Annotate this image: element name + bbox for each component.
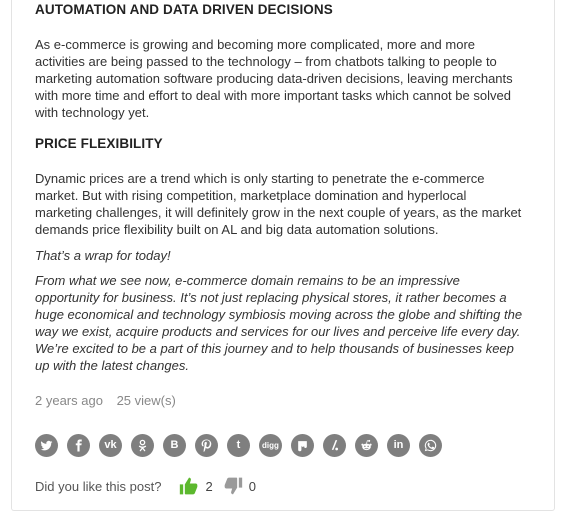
reddit-icon[interactable] [355,434,378,457]
text-line: with more time and effort to deal with more important tasks which cannot be solved [35,88,511,103]
whatsapp-icon[interactable] [419,434,442,457]
blogger-glyph: B [170,439,179,451]
text-line: marketing automation software producing data-driven decisions, leaving merchants [35,71,513,86]
text-line: up with the latest changes. [35,358,189,373]
tumblr-glyph: t [236,439,241,451]
text-line: market. But with rising competition, marketplace domination and hyperlocal [35,188,467,203]
vk-glyph: vk [104,439,117,451]
text-line: huge economical and technology symbiosis moving across the globe and shifting the [35,307,523,322]
post-meta [35,393,176,408]
like-button[interactable] [179,476,212,496]
dislike-button[interactable] [223,476,256,496]
like-count: 2 [205,478,213,494]
like-question: Did you like this post? [35,478,162,494]
text-line: demands price flexibility built on AL and big data automation solutions. [35,222,439,237]
text-line: with technology yet. [35,105,150,120]
vk-icon[interactable] [99,434,122,457]
paragraph-price [35,170,521,238]
section-heading-automation: AUTOMATION AND DATA DRIVEN DECISIONS [35,2,333,17]
mix-icon[interactable] [291,434,314,457]
linkedin-glyph: in [393,439,404,451]
dislike-count: 0 [248,478,256,494]
twitter-icon[interactable] [35,434,58,457]
thumbs-up-icon [179,476,199,496]
pinterest-icon[interactable] [195,434,218,457]
text-line: activities are being passed to the technology – from chatbots talking to people to [35,54,497,69]
odnoklassniki-icon[interactable] [131,434,154,457]
text-line: way we exist, acquire products and services for our lives and perceive life every day. [35,324,521,339]
slashdot-icon[interactable] [323,434,346,457]
text-line: As e-commerce is growing and becoming more complicated, more and more [35,37,476,52]
thumbs-down-icon [223,476,243,496]
view-count: 25 view(s) [116,393,176,408]
paragraph-automation [35,36,513,121]
text-line: marketing challenges, it will definitely grow in the next couple of years, as the market [35,205,522,220]
digg-glyph: digg [262,440,279,450]
text-line: From what we see now, e-commerce domain remains to be an impressive [35,273,460,288]
post-card [11,0,555,511]
post-age: 2 years ago [35,393,103,408]
wrap-up-text: That’s a wrap for today! [35,248,171,263]
digg-icon[interactable] [259,434,282,457]
linkedin-icon[interactable] [387,434,410,457]
section-heading-price: PRICE FLEXIBILITY [35,136,163,151]
tumblr-icon[interactable] [227,434,250,457]
text-line: We’re excited to be a part of this journey and to help thousands of businesses keep [35,341,514,356]
facebook-icon[interactable] [67,434,90,457]
text-line: opportunity for business. It’s not just replacing physical stores, it rather becomes a [35,290,507,305]
feedback-row [35,476,256,496]
share-bar [35,434,442,457]
blogger-icon[interactable] [163,434,186,457]
closing-paragraph [35,272,522,374]
text-line: Dynamic prices are a trend which is only starting to penetrate the e-commerce [35,171,485,186]
